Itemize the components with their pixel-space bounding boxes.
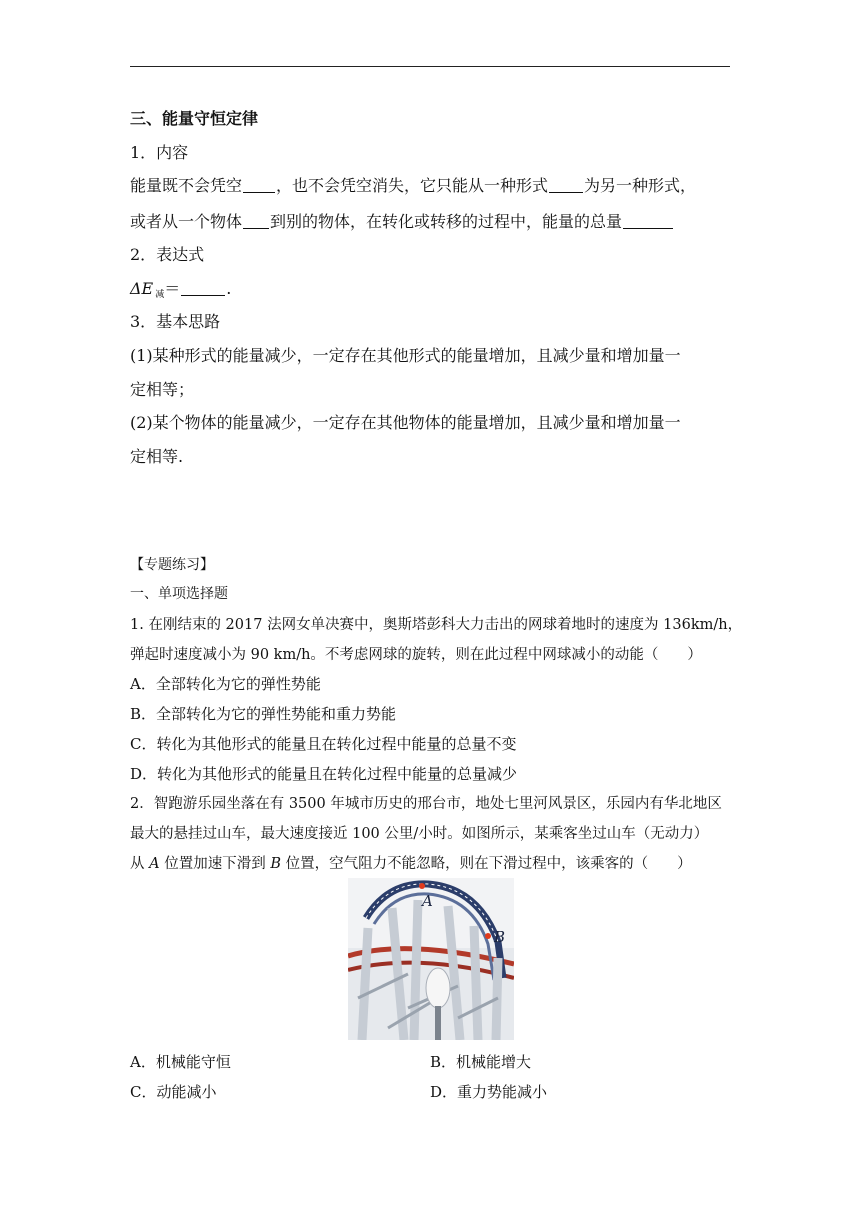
idea1-line1: (1)某种形式的能量减少，一定存在其他形式的能量增加，且减少量和增加量一 bbox=[130, 346, 681, 365]
item-formula-heading: 2．表达式 bbox=[130, 245, 205, 264]
point-a-marker bbox=[419, 883, 425, 889]
blank-4[interactable] bbox=[623, 213, 673, 229]
idea2-line1: (2)某个物体的能量减少，一定存在其他物体的能量增加，且减少量和增加量一 bbox=[130, 413, 681, 432]
q1-option-d[interactable]: D．转化为其他形式的能量且在转化过程中能量的总量减少 bbox=[130, 765, 518, 783]
formula-line: ΔE $_减$＝ . bbox=[130, 279, 232, 300]
blank-3[interactable] bbox=[243, 213, 269, 229]
item-content-heading: 1．内容 bbox=[130, 143, 189, 162]
q1-option-b[interactable]: B．全部转化为它的弹性势能和重力势能 bbox=[130, 705, 397, 723]
blank-2[interactable] bbox=[549, 177, 583, 193]
section-title: 三、能量守恒定律 bbox=[130, 109, 259, 128]
blank-1[interactable] bbox=[243, 177, 275, 193]
practice-header: 【专题练习】 bbox=[130, 557, 214, 573]
q1-line2: 弹起时速度减小为 90 km/h。不考虑网球的旋转，则在此过程中网球减小的动能（ ） bbox=[130, 647, 702, 663]
content-line-2: 或者从一个物体 到别的物体，在转化或转移的过程中，能量的总量 bbox=[130, 209, 674, 232]
q2-line2: 最大的悬挂过山车，最大速度接近 100 公里/小时。如图所示，某乘客坐过山车（无动力） bbox=[130, 826, 709, 842]
idea1-line2: 定相等； bbox=[130, 380, 195, 399]
q1-option-c[interactable]: C．转化为其他形式的能量且在转化过程中能量的总量不变 bbox=[130, 735, 517, 753]
question-type: 一、单项选择题 bbox=[130, 586, 228, 602]
content-line-1: 能量既不会凭空 ，也不会凭空消失，它只能从一种形式 为另一种形式， bbox=[130, 176, 697, 195]
q2-option-a[interactable]: A．机械能守恒 bbox=[130, 1053, 231, 1071]
q2-line1: 2．智跑游乐园坐落在有 3500 年城市历史的邢台市，地处七里河风景区，乐园内有华北地区 bbox=[130, 796, 722, 812]
q2-option-c[interactable]: C．动能减小 bbox=[130, 1083, 217, 1101]
q1-option-a[interactable]: A．全部转化为它的弹性势能 bbox=[130, 675, 321, 693]
idea2-line2: 定相等. bbox=[130, 447, 184, 466]
q1-line1: 1. 在刚结束的 2017 法网女单决赛中，奥斯塔彭科大力击出的网球着地时的速度为 136km/h， bbox=[130, 617, 743, 633]
roller-coaster-photo bbox=[348, 878, 514, 1040]
q2-line3: 从 A 位置加速下滑到 B 位置，空气阻力不能忽略，则在下滑过程中，该乘客的（ ） bbox=[130, 856, 692, 872]
q2-option-b[interactable]: B．机械能增大 bbox=[430, 1053, 532, 1071]
q2-option-d[interactable]: D．重力势能减小 bbox=[430, 1083, 548, 1101]
figure-label-a: A bbox=[422, 892, 433, 910]
blank-5[interactable] bbox=[181, 280, 225, 296]
item-idea-heading: 3．基本思路 bbox=[130, 312, 221, 331]
figure-label-b: B bbox=[494, 928, 506, 946]
point-b-marker bbox=[485, 933, 491, 939]
header-rule bbox=[130, 66, 730, 67]
